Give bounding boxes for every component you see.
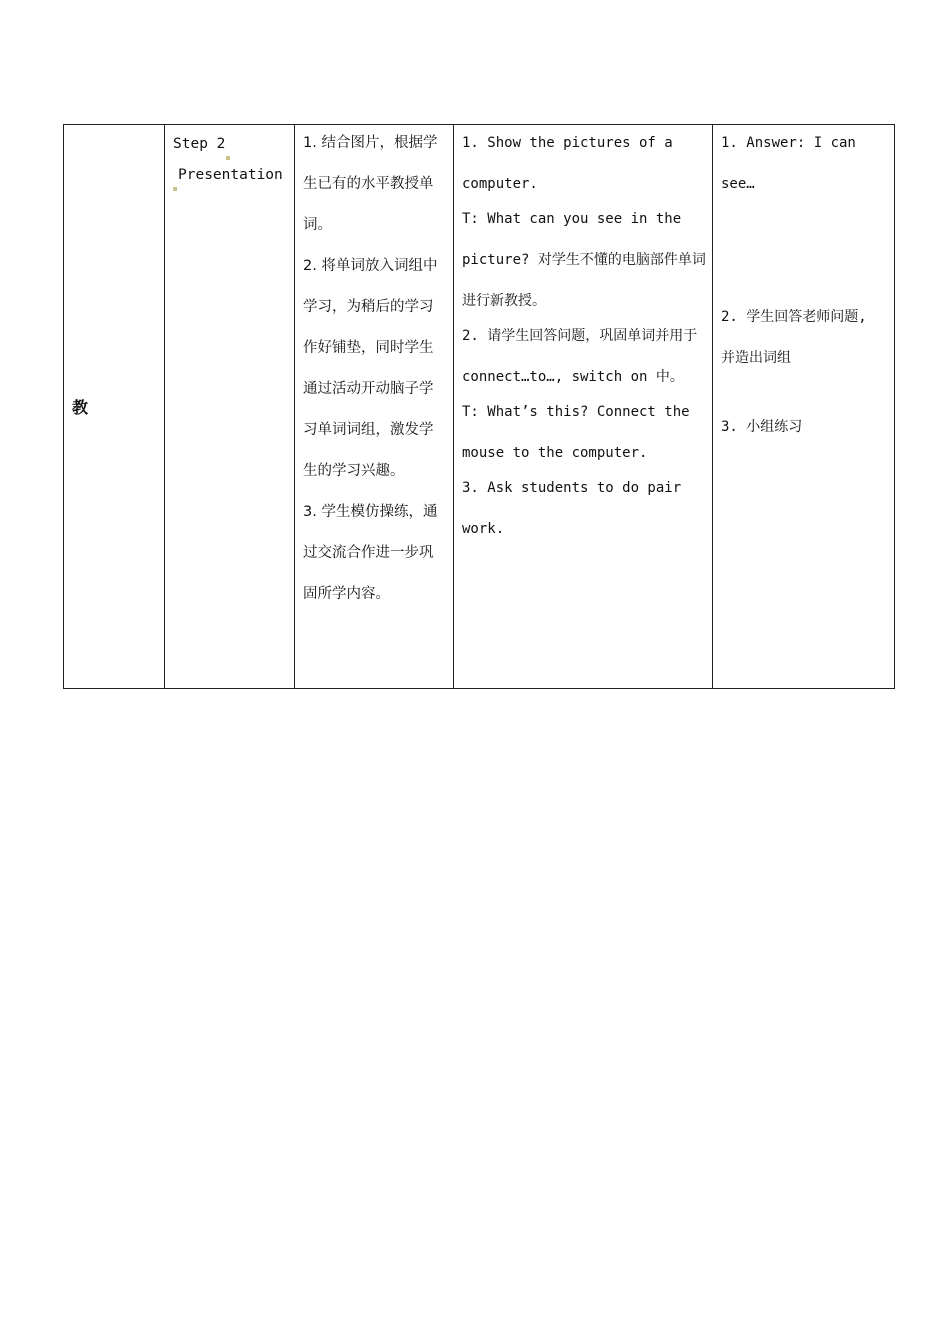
step-number: Step 2: [173, 129, 288, 160]
student-item: 1. Answer: I can see…: [721, 135, 856, 192]
purpose-cell: [295, 125, 454, 689]
student-item: 3. 小组练习: [721, 419, 803, 435]
teacher-item: 1. Show the pictures of a computer.: [462, 135, 673, 192]
section-label: 教: [72, 398, 89, 417]
student-activity-cell: [713, 125, 895, 689]
purpose-item: 3. 学生模仿操练，通过交流合作进一步巩固所学内容。: [303, 504, 438, 602]
teacher-item: 2. 请学生回答问题，巩固单词并用于 connect…to…, switch on 中。: [462, 328, 698, 385]
teacher-item: 3. Ask students to do pair work.: [462, 480, 682, 537]
table-row: [64, 125, 895, 689]
purpose-item: 2. 将单词放入词组中学习，为稍后的学习作好铺垫，同时学生通过活动开动脑子学习单词词组，激发学生的学习兴趣。: [303, 258, 438, 479]
anchor-marker-icon: [173, 187, 177, 191]
lesson-plan-table: [63, 124, 895, 689]
teacher-item: T: What’s this? Connect the mouse to the computer.: [462, 404, 690, 461]
purpose-item: 1. 结合图片，根据学生已有的水平教授单词。: [303, 135, 438, 233]
section-cell: [64, 125, 165, 689]
step-cell: [165, 125, 295, 689]
student-item: 2. 学生回答老师问题, 并造出词组: [721, 309, 867, 366]
step-title: Presentation: [173, 160, 288, 191]
teacher-activity-cell: [454, 125, 713, 689]
teacher-item: T: What can you see in the picture? 对学生不懂的电脑部件单词进行新教授。: [462, 211, 706, 309]
